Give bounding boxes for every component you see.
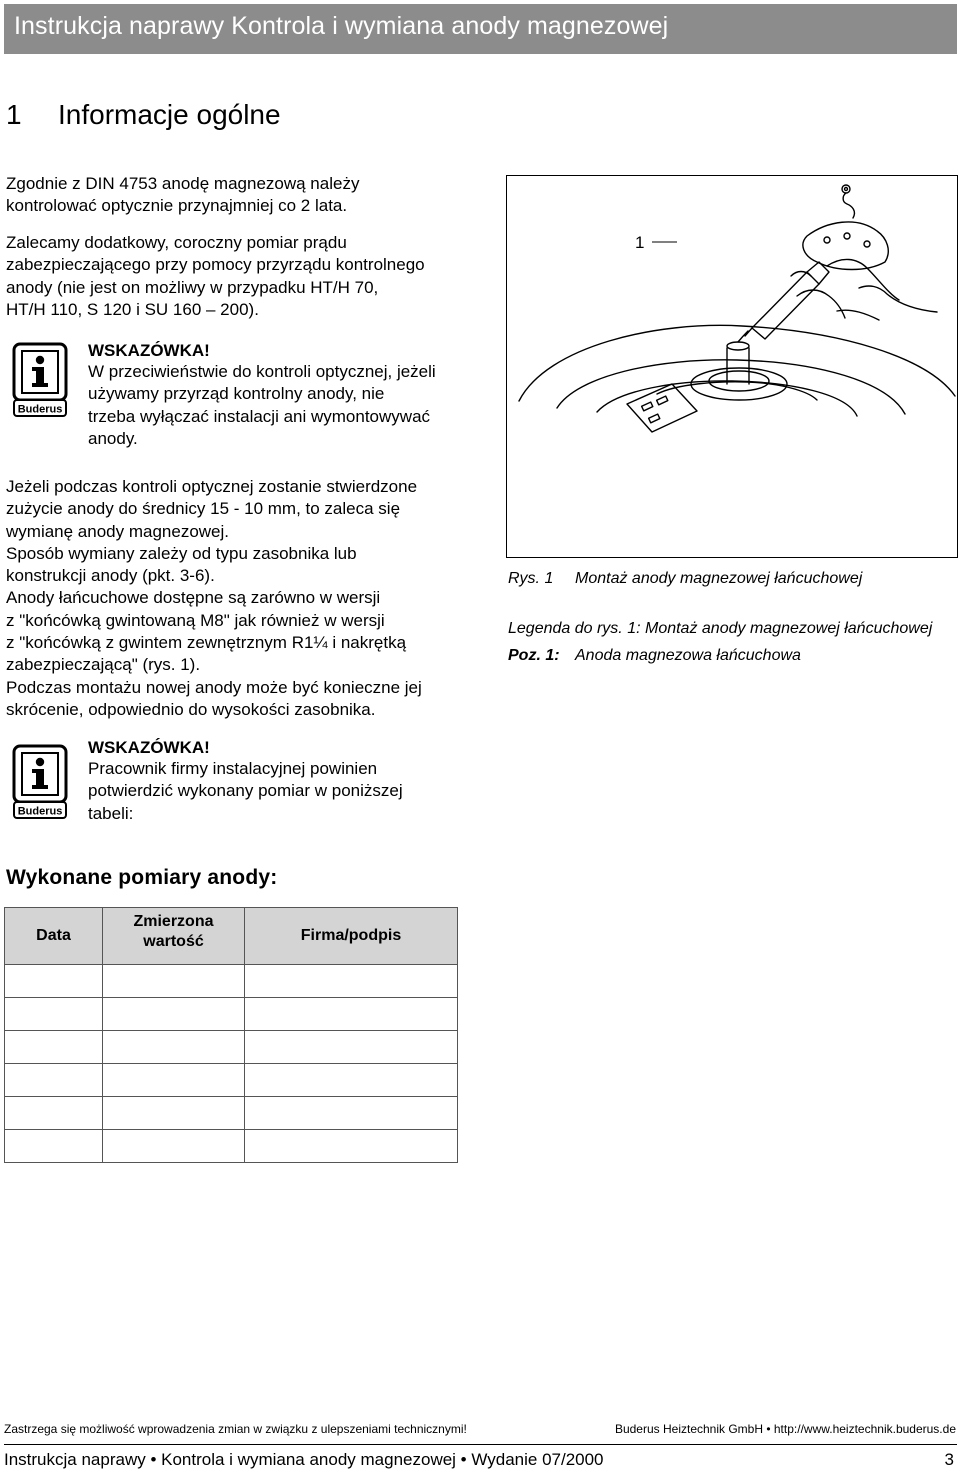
table-cell[interactable]	[245, 965, 458, 998]
text-line: Jeżeli podczas kontroli optycznej zostanie stwierdzone	[6, 477, 418, 496]
text-line: HT/H 110, S 120 i SU 160 – 200).	[6, 299, 259, 319]
table-cell[interactable]	[245, 1097, 458, 1130]
table-header-row	[5, 908, 458, 965]
text-line: Anody łańcuchowe dostępne są zarówno w wersji	[6, 588, 381, 608]
footer-divider	[4, 1444, 957, 1445]
column-header-value-line1: Zmierzona	[133, 913, 214, 930]
table-cell[interactable]	[103, 1064, 245, 1097]
legend-item-label: Poz. 1:	[508, 647, 560, 664]
document-title: Instrukcja naprawy Kontrola i wymiana anody magnezowej	[14, 12, 669, 40]
table-row	[5, 1130, 458, 1163]
text-line: Sposób wymiany zależy od typu zasobnika lub	[6, 543, 357, 563]
footer-company: Buderus Heiztechnik GmbH • http://www.heiztechnik.buderus.de	[614, 1422, 956, 1436]
note-1	[88, 341, 436, 450]
figure-callout-1: 1	[635, 233, 645, 252]
text-line: wymianę anody magnezowej.	[6, 521, 230, 541]
measurements-heading: Wykonane pomiary anody:	[6, 866, 278, 889]
text-line: kontrolować optycznie przynajmniej co 2 lata.	[6, 196, 348, 216]
table-cell[interactable]	[103, 1031, 245, 1064]
footer-document-title: Instrukcja naprawy • Kontrola i wymiana anody magnezowej • Wydanie 07/2000	[4, 1450, 604, 1469]
buderus-logo-text: Buderus	[17, 403, 63, 416]
note-heading: WSKAZÓWKA!	[88, 341, 210, 360]
table-cell[interactable]	[5, 1097, 103, 1130]
note-line: potwierdzić wykonany pomiar w poniższej	[88, 781, 403, 801]
text-line: zabezpieczającą" (rys. 1).	[6, 655, 201, 675]
table-cell[interactable]	[5, 1130, 103, 1163]
figure-caption-text: Montaż anody magnezowej łańcuchowej	[575, 570, 863, 587]
footer-disclaimer: Zastrzega się możliwość wprowadzenia zmian w związku z ulepszeniami technicznymi!	[4, 1422, 467, 1436]
info-icon	[12, 342, 68, 418]
anode-illustration	[507, 176, 957, 557]
legend-title: Legenda do rys. 1: Montaż anody magnezowej łańcuchowej	[508, 620, 933, 637]
table-cell[interactable]	[245, 1130, 458, 1163]
text-line: konstrukcji anody (pkt. 3-6).	[6, 566, 215, 586]
paragraph-replacement	[6, 476, 422, 721]
note-heading: WSKAZÓWKA!	[88, 738, 210, 757]
table-cell[interactable]	[245, 998, 458, 1031]
table-cell[interactable]	[103, 965, 245, 998]
section-number: 1	[6, 99, 22, 130]
text-line: skrócenie, odpowiednio do wysokości zasobnika.	[6, 699, 376, 719]
measurements-table	[4, 907, 458, 1163]
table-cell[interactable]	[245, 1031, 458, 1064]
table-row	[5, 1097, 458, 1130]
text-line: Zalecamy dodatkowy, coroczny pomiar prądu	[6, 233, 347, 252]
column-header-value	[103, 908, 245, 965]
text-line: zużycie anody do średnicy 15 - 10 mm, to zaleca się	[6, 499, 401, 519]
table-cell[interactable]	[5, 1064, 103, 1097]
note-line: W przeciwieństwie do kontroli optycznej, jeżeli	[88, 362, 436, 381]
legend-item-text: Anoda magnezowa łańcuchowa	[575, 647, 801, 664]
paragraph-inspection-interval	[6, 173, 359, 218]
section-heading	[6, 99, 281, 131]
note-line: Pracownik firmy instalacyjnej powinien	[88, 759, 378, 778]
info-icon	[12, 744, 68, 820]
page-number: 3	[944, 1450, 954, 1469]
text-line: Zgodnie z DIN 4753 anodę magnezową należy	[6, 174, 360, 193]
note-line: trzeba wyłączać instalacji ani wymontowywać	[88, 406, 431, 426]
note-line: anody.	[88, 428, 138, 448]
table-row	[5, 1031, 458, 1064]
note-icon-2	[12, 744, 68, 825]
table-cell[interactable]	[245, 1064, 458, 1097]
table-row	[5, 965, 458, 998]
buderus-logo-text: Buderus	[17, 805, 63, 818]
table-cell[interactable]	[103, 1097, 245, 1130]
column-header-signature: Firma/podpis	[245, 908, 458, 965]
column-header-value-line2: wartość	[143, 933, 204, 950]
text-line: z "końcówką z gwintem zewnętrznym R1¼ i nakrętką	[6, 633, 407, 653]
table-row	[5, 998, 458, 1031]
note-line: używamy przyrząd kontrolny anody, nie	[88, 384, 385, 404]
text-line: anody (nie jest on możliwy w przypadku HT/H 70,	[6, 277, 379, 297]
column-header-date: Data	[5, 908, 103, 965]
section-title: Informacje ogólne	[58, 99, 281, 130]
text-line: z "końcówką gwintowaną M8" jak również w wersji	[6, 610, 385, 630]
table-cell[interactable]	[103, 1130, 245, 1163]
text-line: zabezpieczającego przy pomocy przyrządu kontrolnego	[6, 255, 425, 275]
figure-frame	[506, 175, 958, 558]
figure-caption-label: Rys. 1	[508, 570, 554, 587]
table-cell[interactable]	[103, 998, 245, 1031]
note-2	[88, 738, 403, 825]
table-row	[5, 1064, 458, 1097]
table-cell[interactable]	[5, 965, 103, 998]
text-line: Podczas montażu nowej anody może być konieczne jej	[6, 677, 422, 697]
table-cell[interactable]	[5, 998, 103, 1031]
note-icon-1	[12, 342, 68, 423]
paragraph-current-measurement	[6, 232, 425, 321]
note-line: tabeli:	[88, 803, 134, 823]
table-cell[interactable]	[5, 1031, 103, 1064]
